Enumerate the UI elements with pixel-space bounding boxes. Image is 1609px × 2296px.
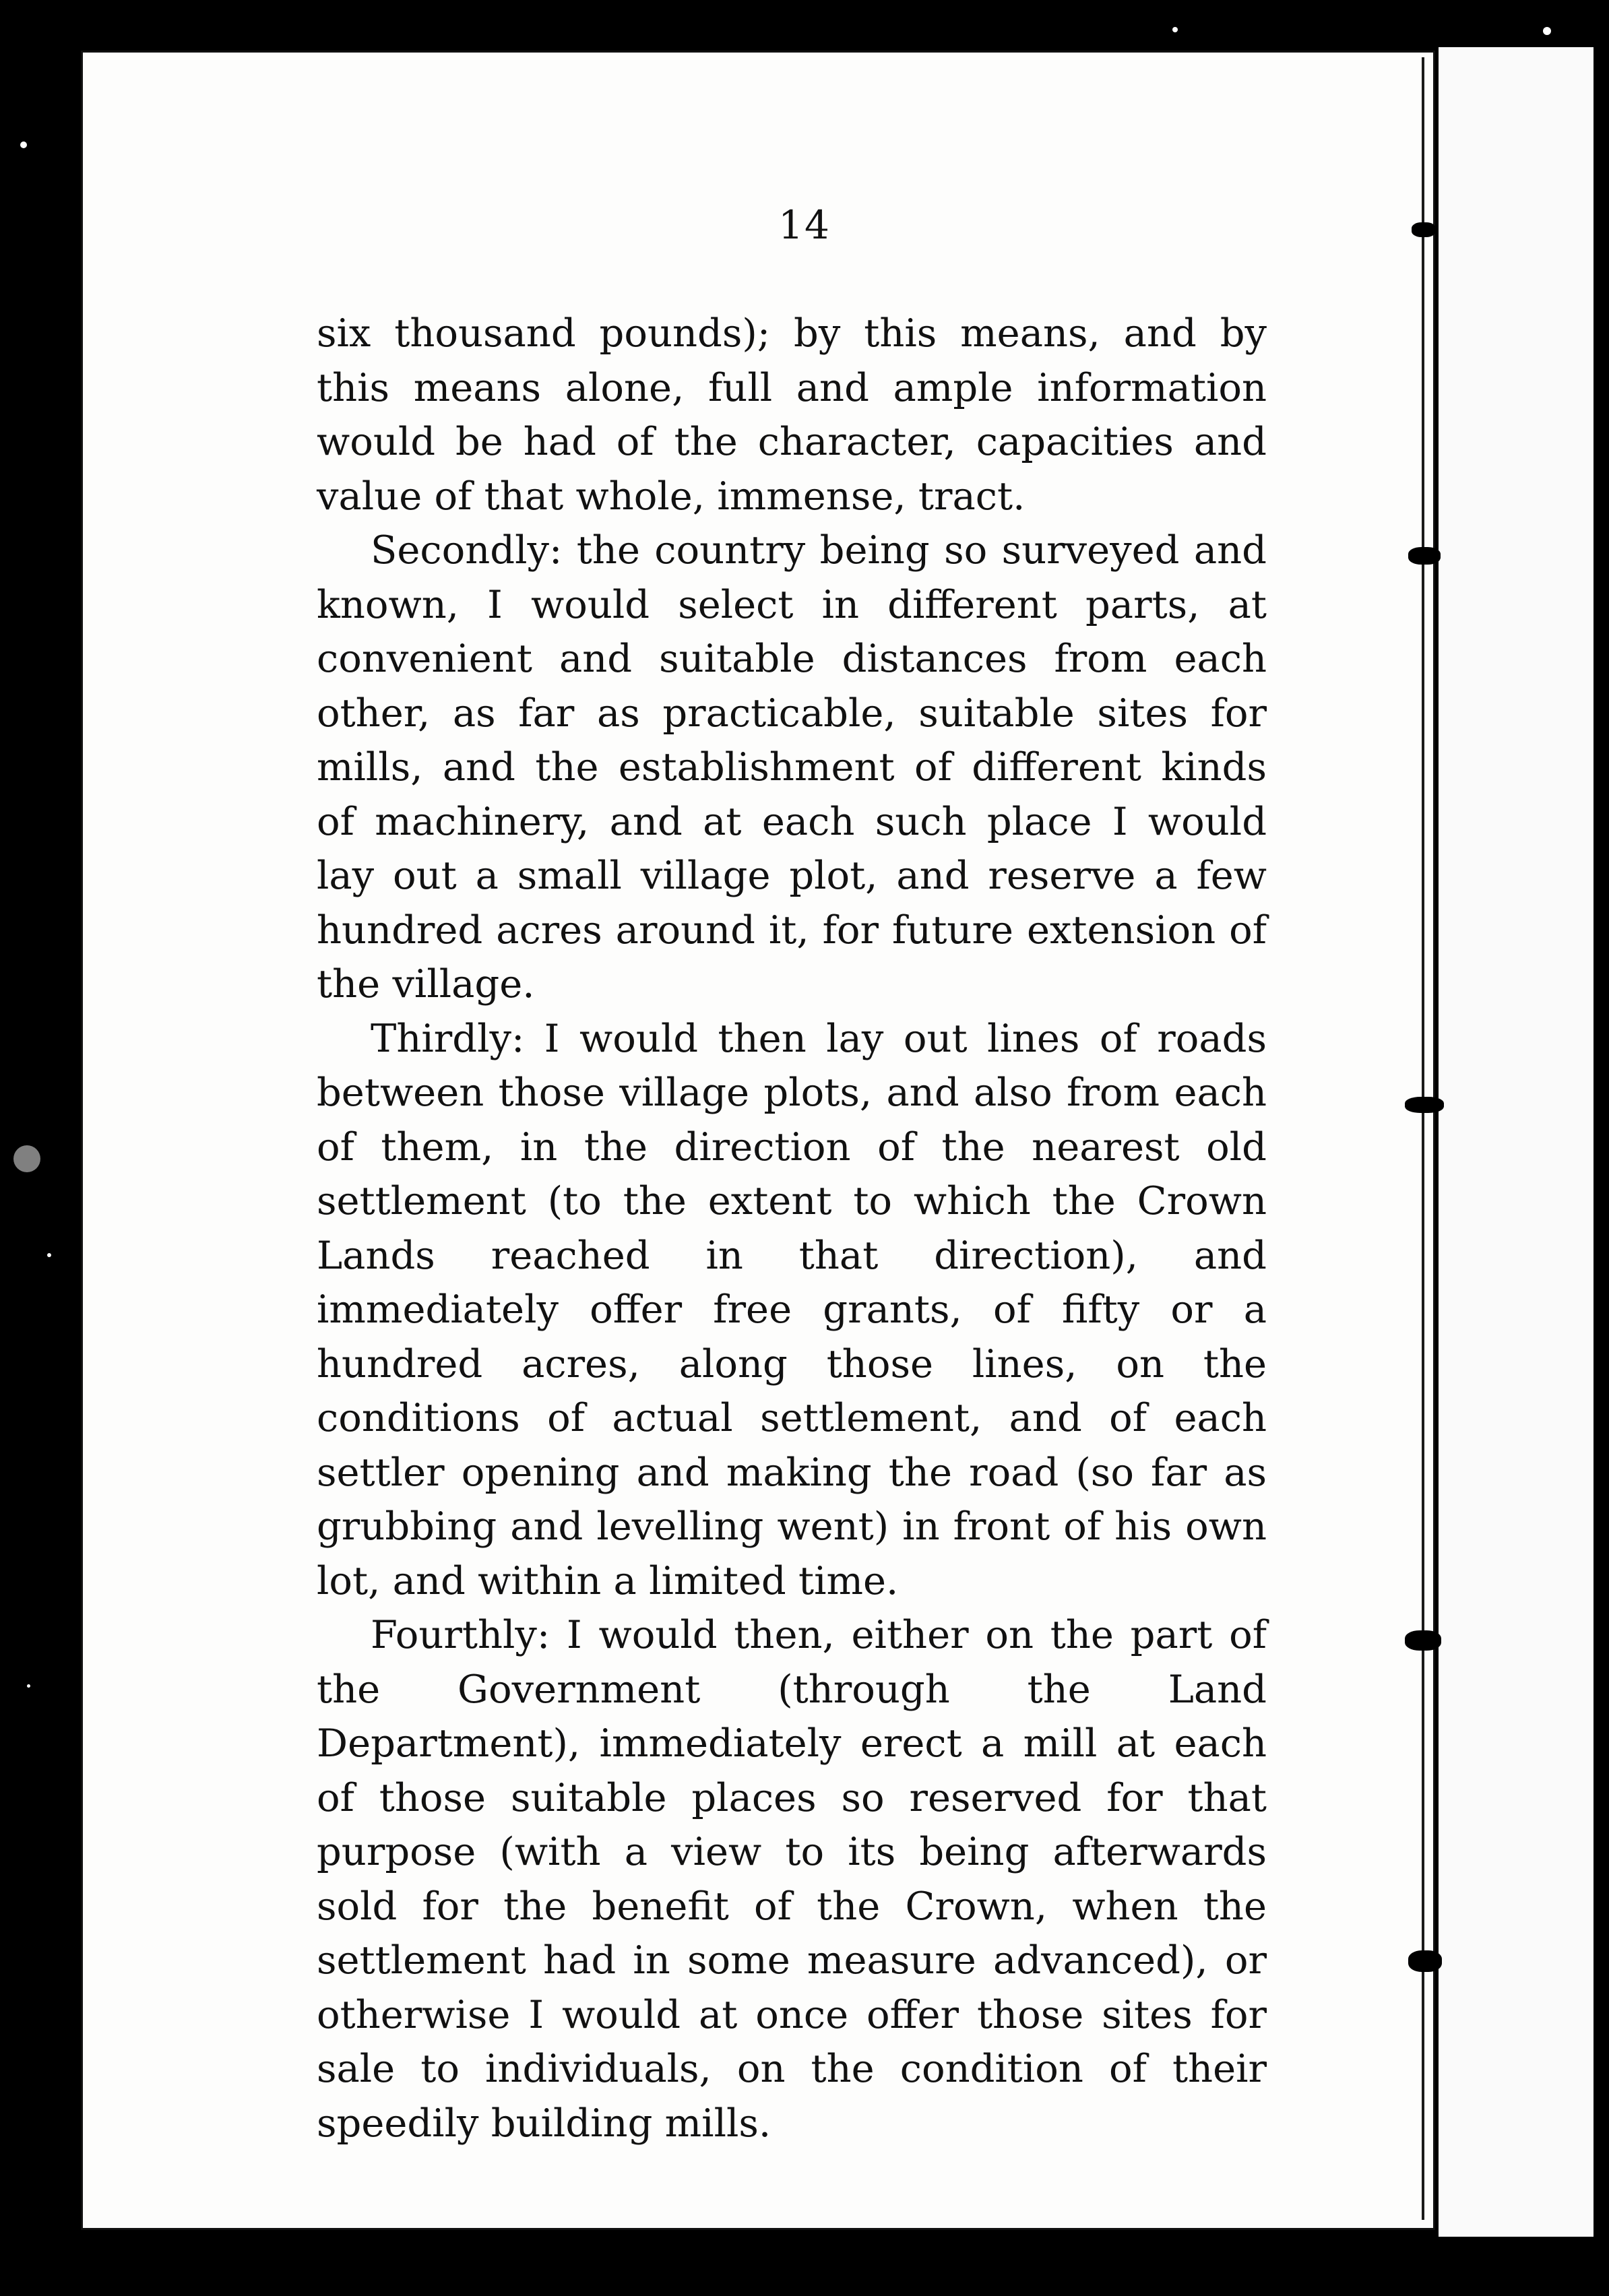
page-fold-line (1422, 57, 1424, 2220)
paragraph-thirdly: Thirdly: I would then lay out lines of roads between those village plots, and also from each of them, in the direction of the nearest old settlement (to the extent to which the Crown Lands reached in that direction), and immediately offer free grants, of fifty or a hundred acres, along those lines, on the conditions of actual settlement, and of each settler opening and making the road (so far as grubbing and levelling went) in front of his own lot, and within a limited time. (317, 1015, 1267, 1603)
scan-speck (13, 1145, 40, 1172)
scan-speck (1172, 27, 1178, 32)
scan-speck (27, 1684, 30, 1688)
binding-mark (1405, 1097, 1444, 1113)
scan-speck (1543, 27, 1551, 35)
paragraph-fourthly: Fourthly: I would then, either on the part of the Government (through the Land Department), immediately erect a mill at each of those suitable places so reserved for that purpose (with a view to its being afterwards sold for the benefit of the Crown, when the settlement had in some measure advanced), or otherwise I would at once offer those sites for sale to individuals, on the condition of their speedily building mills. (317, 1612, 1267, 2146)
binding-mark (1408, 1950, 1442, 1972)
binding-mark (1408, 547, 1441, 565)
scan-speck (20, 141, 27, 148)
paragraph-continued: six thousand pounds); by this means, and by this means alone, full and ample information would be had of the character, capacities and value of that whole, immense, tract. (317, 311, 1267, 519)
scan-speck (47, 1253, 51, 1257)
binding-mark (1405, 1630, 1441, 1651)
adjacent-page-strip (1439, 47, 1594, 2237)
page-body (317, 307, 1267, 2150)
page-number: 14 (778, 202, 831, 248)
paragraph-secondly: Secondly: the country being so surveyed and known, I would select in different parts, at convenient and suitable distances from each other, as far as practicable, suitable sites for mills, and the establishment of different kinds of machinery, and at each such place I would lay out a small village plot, and reserve a few hundred acres around it, for future extension of the village. (317, 528, 1267, 1007)
